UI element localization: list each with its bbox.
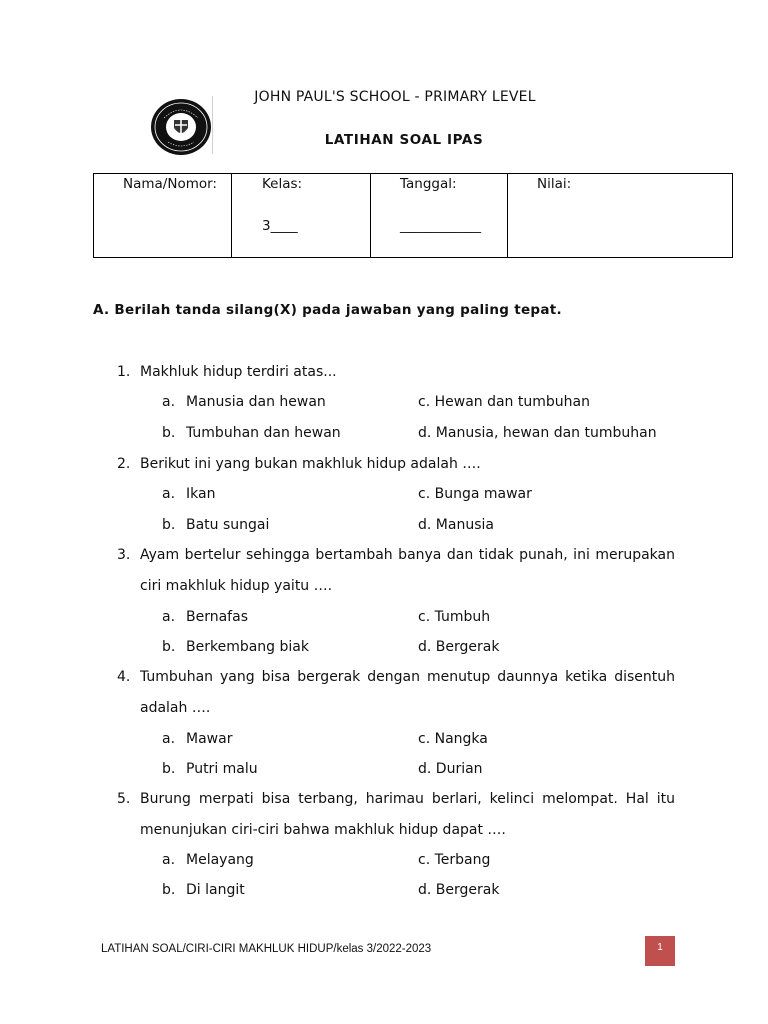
question-text: Ayam bertelur sehingga bertambah banya dan tidak punah, ini merupakan ciri makhluk hidup yaitu …. [140, 547, 675, 594]
document-title: LATIHAN SOAL IPAS [324, 132, 484, 148]
student-info-table [93, 173, 733, 258]
option-b[interactable]: b. Putri malu [162, 761, 258, 777]
option-b[interactable]: b. Berkembang biak [162, 639, 309, 655]
option-c[interactable]: c. Tumbuh [418, 609, 491, 625]
question-text: Berikut ini yang bukan makhluk hidup adalah …. [140, 456, 481, 472]
score-cell[interactable] [508, 174, 733, 258]
question-text: Makhluk hidup terdiri atas... [140, 364, 337, 380]
option-d[interactable]: d. Bergerak [418, 882, 500, 898]
option-a[interactable]: a. Melayang [162, 852, 254, 868]
question-3 [117, 540, 675, 602]
question-number: 2. [117, 456, 131, 472]
name-label: Nama/Nomor: [123, 176, 217, 192]
option-b[interactable]: b. Batu sungai [162, 517, 270, 533]
date-value: ____________ [400, 218, 481, 234]
class-value: 3____ [262, 218, 298, 234]
option-c[interactable]: c. Hewan dan tumbuhan [418, 394, 590, 410]
question-2 [117, 449, 675, 480]
option-d[interactable]: d. Bergerak [418, 639, 500, 655]
option-b[interactable]: b. Tumbuhan dan hewan [162, 425, 341, 441]
option-c[interactable]: c. Terbang [418, 852, 491, 868]
option-d[interactable]: d. Manusia [418, 517, 494, 533]
question-number: 5. [117, 791, 131, 807]
name-cell[interactable] [94, 174, 232, 258]
question-text: Burung merpati bisa terbang, harimau berlari, kelinci melompat. Hal itu menunjukan ciri-ciri bahwa makhluk hidup dapat …. [140, 791, 675, 838]
question-text: Tumbuhan yang bisa bergerak dengan menutup daunnya ketika disentuh adalah …. [140, 669, 675, 716]
question-number: 1. [117, 364, 131, 380]
option-d[interactable]: d. Durian [418, 761, 483, 777]
section-heading: A. Berilah tanda silang(X) pada jawaban yang paling tepat. [93, 302, 562, 318]
option-b[interactable]: b. Di langit [162, 882, 245, 898]
option-a[interactable]: a. Bernafas [162, 609, 248, 625]
option-c[interactable]: c. Bunga mawar [418, 486, 532, 502]
score-label: Nilai: [537, 176, 572, 192]
class-label: Kelas: [262, 176, 303, 192]
option-d[interactable]: d. Manusia, hewan dan tumbuhan [418, 425, 657, 441]
date-label: Tanggal: [400, 176, 457, 192]
page-number: 1 [657, 942, 663, 953]
question-1 [117, 357, 675, 388]
footer-text: LATIHAN SOAL/CIRI-CIRI MAKHLUK HIDUP/kelas 3/2022-2023 [101, 943, 432, 955]
question-number: 3. [117, 547, 131, 563]
option-a[interactable]: a. Ikan [162, 486, 216, 502]
date-cell[interactable] [371, 174, 508, 258]
option-c[interactable]: c. Nangka [418, 731, 488, 747]
page-number-badge [645, 936, 675, 966]
school-name: JOHN PAUL'S SCHOOL - PRIMARY LEVEL [254, 89, 536, 105]
class-cell[interactable] [232, 174, 371, 258]
option-a[interactable]: a. Manusia dan hewan [162, 394, 326, 410]
question-5 [117, 784, 675, 846]
question-4 [117, 662, 675, 724]
question-number: 4. [117, 669, 131, 685]
option-a[interactable]: a. Mawar [162, 731, 233, 747]
